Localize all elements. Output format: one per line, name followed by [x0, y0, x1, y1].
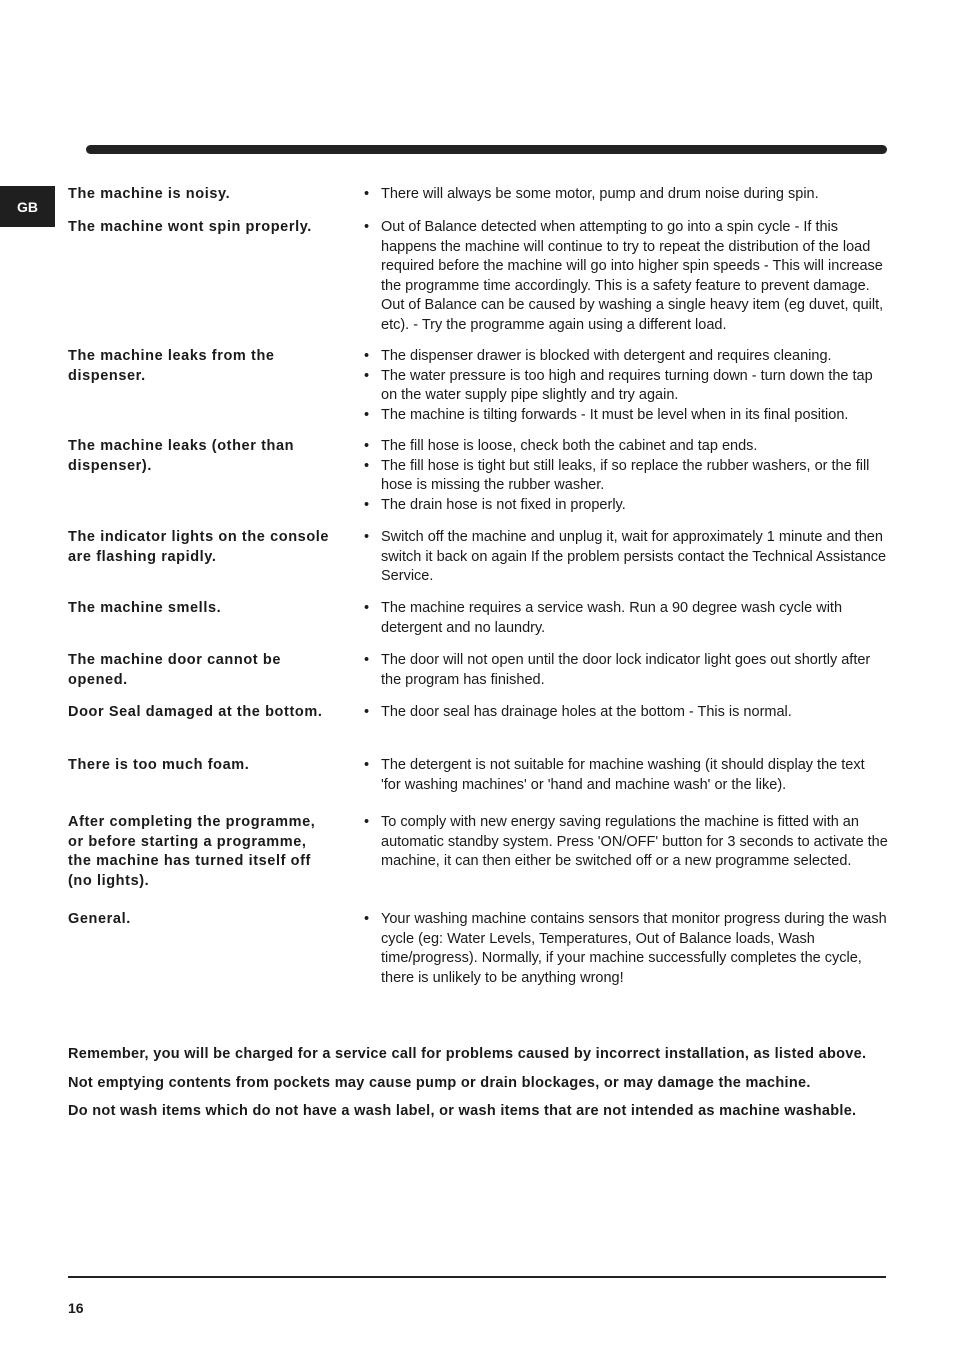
- solution-list: [364, 437, 888, 515]
- solution-list: [364, 599, 888, 638]
- notes-section: [68, 1045, 888, 1131]
- problem-label: The machine leaks from the dispenser.: [68, 348, 275, 384]
- solution-text: The water pressure is too high and requires turning down - turn down the tap on the water supply pipe slightly and try again.: [381, 367, 873, 403]
- solution-text: The machine requires a service wash. Run a 90 degree wash cycle with detergent and no laundry.: [381, 600, 843, 636]
- bullet-icon: •: [364, 704, 370, 720]
- solution-text: The drain hose is not fixed in properly.: [381, 496, 626, 513]
- solution-item: [364, 496, 888, 516]
- solution-list: [364, 528, 888, 587]
- solution-item: [364, 185, 888, 205]
- problem-label: The machine leaks (other than dispenser).: [68, 438, 295, 474]
- solution-text: Out of Balance detected when attempting to go into a spin cycle - If this happens the machine will continue to try to repeat the distribution of the load required before the machine will go into higher spin speeds - This will increase the programme time accordingly. This is a safety feature to prevent damage. Out of Balance can be caused by washing a single heavy item (eg duvet, quilt, etc). - Try the programme again using a different load.: [381, 219, 884, 333]
- solution-block: [364, 703, 888, 723]
- solution-list: [364, 703, 888, 723]
- solution-text: The detergent is not suitable for machine washing (it should display the text 'for washing machines' or 'hand and machine wash' or the like).: [381, 757, 865, 793]
- bullet-icon: •: [364, 652, 370, 668]
- top-divider: [86, 145, 887, 154]
- solution-item: [364, 437, 888, 457]
- bullet-icon: •: [364, 757, 370, 773]
- solution-item: [364, 651, 888, 690]
- solution-list: [364, 756, 888, 795]
- solution-list: [364, 651, 888, 690]
- solution-item: [364, 703, 888, 723]
- solution-list: [364, 813, 888, 872]
- note-installation: Remember, you will be charged for a service call for problems caused by incorrect installation, as listed above.: [68, 1046, 867, 1062]
- solution-item: [364, 528, 888, 587]
- solution-item: [364, 813, 888, 872]
- bullet-icon: •: [364, 457, 370, 474]
- bullet-icon: •: [364, 219, 370, 235]
- solution-block: [364, 651, 888, 690]
- bullet-icon: •: [364, 529, 370, 545]
- solution-item: [364, 406, 888, 426]
- bullet-icon: •: [364, 186, 370, 202]
- bullet-icon: •: [364, 600, 370, 616]
- language-tab: GB: [0, 186, 55, 227]
- solution-text: The fill hose is tight but still leaks, if so replace the rubber washers, or the fill hose is missing the rubber washer.: [381, 457, 870, 493]
- solution-item: [364, 457, 888, 496]
- solution-block: [364, 218, 888, 335]
- solution-text: Switch off the machine and unplug it, wait for approximately 1 minute and then switch it back on again If the problem persists contact the Technical Assistance Service.: [381, 529, 887, 584]
- solution-block: [364, 347, 888, 425]
- bullet-icon: •: [364, 814, 370, 830]
- problem-label: The machine is noisy.: [68, 186, 231, 202]
- solution-block: [364, 185, 888, 205]
- problem-label: The machine wont spin properly.: [68, 219, 312, 235]
- bottom-divider: [68, 1276, 886, 1278]
- solution-item: [364, 910, 888, 988]
- solution-text: The dispenser drawer is blocked with detergent and requires cleaning.: [381, 348, 832, 364]
- solution-block: [364, 756, 888, 795]
- solution-text: To comply with new energy saving regulations the machine is fitted with an automatic standby system. Press 'ON/OFF' button for 3 seconds to activate the machine, it can then either be switched off or a new programme selected.: [381, 814, 888, 869]
- solution-text: Your washing machine contains sensors that monitor progress during the wash cycle (eg: Water Levels, Temperatures, Out of Balance loads, Wash time/progress). Normally, if your machine successfully completes the cycle, there is unlikely to be anything wrong!: [381, 911, 887, 986]
- solution-text: The fill hose is loose, check both the cabinet and tap ends.: [381, 438, 758, 454]
- problem-label: Door Seal damaged at the bottom.: [68, 704, 323, 720]
- solution-block: [364, 437, 888, 515]
- solution-block: [364, 528, 888, 587]
- solution-item: [364, 756, 888, 795]
- solution-block: [364, 599, 888, 638]
- bullet-icon: •: [364, 406, 370, 423]
- bullet-icon: •: [364, 367, 370, 384]
- solution-item: [364, 367, 888, 406]
- solution-list: [364, 910, 888, 988]
- solution-block: [364, 813, 888, 872]
- bullet-icon: •: [364, 911, 370, 927]
- note-pockets: Not emptying contents from pockets may cause pump or drain blockages, or may damage the machine.: [68, 1074, 811, 1091]
- bullet-icon: •: [364, 496, 370, 513]
- solution-text: The machine is tilting forwards - It must be level when in its final position.: [381, 406, 849, 423]
- solution-text: The door seal has drainage holes at the bottom - This is normal.: [381, 704, 792, 720]
- problem-label: The machine door cannot be opened.: [68, 652, 281, 688]
- page-number: 16: [68, 1300, 84, 1316]
- problem-label: There is too much foam.: [68, 757, 250, 773]
- note-wash-label: Do not wash items which do not have a wash label, or wash items that are not intended as machine washable.: [68, 1103, 857, 1119]
- solution-list: [364, 347, 888, 425]
- solution-item: [364, 599, 888, 638]
- solution-item: [364, 218, 888, 335]
- bullet-icon: •: [364, 438, 370, 454]
- solution-list: [364, 218, 888, 335]
- problem-label: The indicator lights on the console are flashing rapidly.: [68, 529, 330, 565]
- solution-text: The door will not open until the door lock indicator light goes out shortly after the program has finished.: [381, 652, 871, 688]
- solution-list: [364, 185, 888, 205]
- solution-item: [364, 347, 888, 367]
- problem-label: The machine smells.: [68, 600, 222, 616]
- solution-text: There will always be some motor, pump and drum noise during spin.: [381, 186, 819, 202]
- bullet-icon: •: [364, 348, 370, 364]
- problem-label: After completing the programme, or before starting a programme, the machine has turned itself off (no lights).: [68, 814, 316, 889]
- solution-block: [364, 910, 888, 988]
- problem-label: General.: [68, 911, 131, 927]
